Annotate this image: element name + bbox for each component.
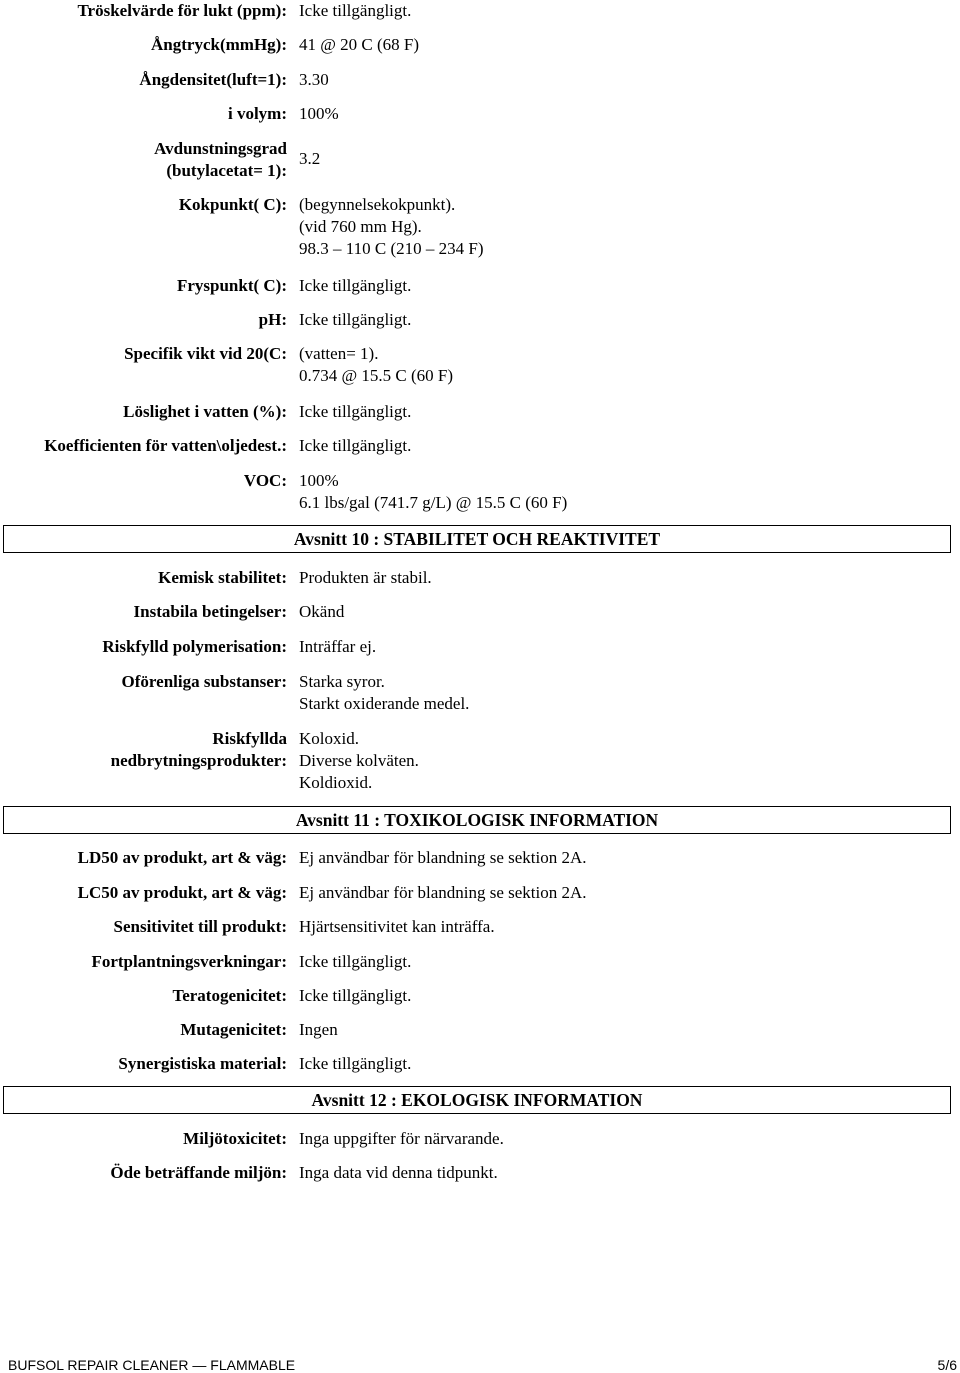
specific-gravity-label: Specifik vikt vid 20(C:	[124, 344, 287, 363]
freezing-point-value: Icke tillgängligt.	[299, 276, 412, 295]
unstable-conditions-label: Instabila betingelser:	[133, 602, 287, 621]
section-11-header: Avsnitt 11 : TOXIKOLOGISK INFORMATION	[3, 806, 951, 834]
environmental-fate-label: Öde beträffande miljön:	[110, 1163, 287, 1182]
water-solubility-value: Icke tillgängligt.	[299, 402, 412, 421]
ecotoxicity-label: Miljötoxicitet:	[183, 1129, 287, 1148]
decomposition-products-label: Riskfyllda nedbrytningsprodukter:	[110, 729, 287, 770]
ecotoxicity-value: Inga uppgifter för närvarande.	[299, 1129, 504, 1148]
evaporation-rate-value: 3.2	[299, 149, 321, 168]
section-10-header: Avsnitt 10 : STABILITET OCH REAKTIVITET	[3, 525, 951, 553]
decomposition-products-value: Koloxid. Diverse kolväten. Koldioxid.	[299, 729, 419, 792]
vapor-pressure-value: 41 @ 20 C (68 F)	[299, 35, 420, 54]
mutagenicity-value: Ingen	[299, 1020, 338, 1039]
hazardous-polymerization-value: Inträffar ej.	[299, 637, 377, 656]
synergistic-materials-value: Icke tillgängligt.	[299, 1054, 412, 1073]
chemical-stability-value: Produkten är stabil.	[299, 568, 432, 587]
odor-threshold-value: Icke tillgängligt.	[299, 1, 412, 20]
footer-page-number: 5/6	[937, 1357, 957, 1373]
voc-label: VOC:	[243, 471, 287, 490]
boiling-point-value: (begynnelsekokpunkt). (vid 760 mm Hg). 98.3 – 110 C (210 – 234 F)	[299, 195, 484, 258]
partition-coefficient-label: Koefficienten för vatten\oljedest.:	[44, 436, 287, 455]
synergistic-materials-label: Synergistiska material:	[118, 1054, 287, 1073]
chemical-stability-label: Kemisk stabilitet:	[158, 568, 287, 587]
ld50-label: LD50 av produkt, art & väg:	[77, 848, 287, 867]
sensitivity-value: Hjärtsensitivitet kan inträffa.	[299, 917, 495, 936]
vapor-density-value: 3.30	[299, 70, 329, 89]
section-12-header: Avsnitt 12 : EKOLOGISK INFORMATION	[3, 1086, 951, 1114]
lc50-label: LC50 av produkt, art & väg:	[77, 883, 287, 902]
environmental-fate-value: Inga data vid denna tidpunkt.	[299, 1163, 498, 1182]
freezing-point-label: Fryspunkt( C):	[176, 276, 287, 295]
incompatible-substances-value: Starka syror. Starkt oxiderande medel.	[299, 672, 470, 713]
evaporation-rate-label: Avdunstningsgrad (butylacetat= 1):	[154, 139, 287, 180]
voc-value: 100% 6.1 lbs/gal (741.7 g/L) @ 15.5 C (60 F)	[299, 471, 568, 512]
sensitivity-label: Sensitivitet till produkt:	[113, 917, 287, 936]
ph-value: Icke tillgängligt.	[299, 310, 412, 329]
mutagenicity-label: Mutagenicitet:	[180, 1020, 287, 1039]
volume-value: 100%	[299, 104, 339, 123]
reproductive-effects-label: Fortplantningsverkningar:	[91, 952, 287, 971]
vapor-density-label: Ångdensitet(luft=1):	[139, 70, 287, 89]
lc50-value: Ej användbar för blandning se sektion 2A.	[299, 883, 587, 902]
footer-product-name: BUFSOL REPAIR CLEANER — FLAMMABLE	[8, 1357, 296, 1373]
ld50-value: Ej användbar för blandning se sektion 2A.	[299, 848, 587, 867]
ph-label: pH:	[258, 310, 287, 329]
incompatible-substances-label: Oförenliga substanser:	[121, 672, 287, 691]
vapor-pressure-label: Ångtryck(mmHg):	[151, 35, 287, 54]
teratogenicity-label: Teratogenicitet:	[172, 986, 287, 1005]
water-solubility-label: Löslighet i vatten (%):	[123, 402, 287, 421]
unstable-conditions-value: Okänd	[299, 602, 345, 621]
boiling-point-label: Kokpunkt( C):	[178, 195, 287, 214]
hazardous-polymerization-label: Riskfylld polymerisation:	[102, 637, 287, 656]
odor-threshold-label: Tröskelvärde för lukt (ppm):	[77, 1, 287, 20]
volume-label: i volym:	[227, 104, 287, 123]
teratogenicity-value: Icke tillgängligt.	[299, 986, 412, 1005]
partition-coefficient-value: Icke tillgängligt.	[299, 436, 412, 455]
specific-gravity-value: (vatten= 1). 0.734 @ 15.5 C (60 F)	[299, 344, 454, 385]
reproductive-effects-value: Icke tillgängligt.	[299, 952, 412, 971]
